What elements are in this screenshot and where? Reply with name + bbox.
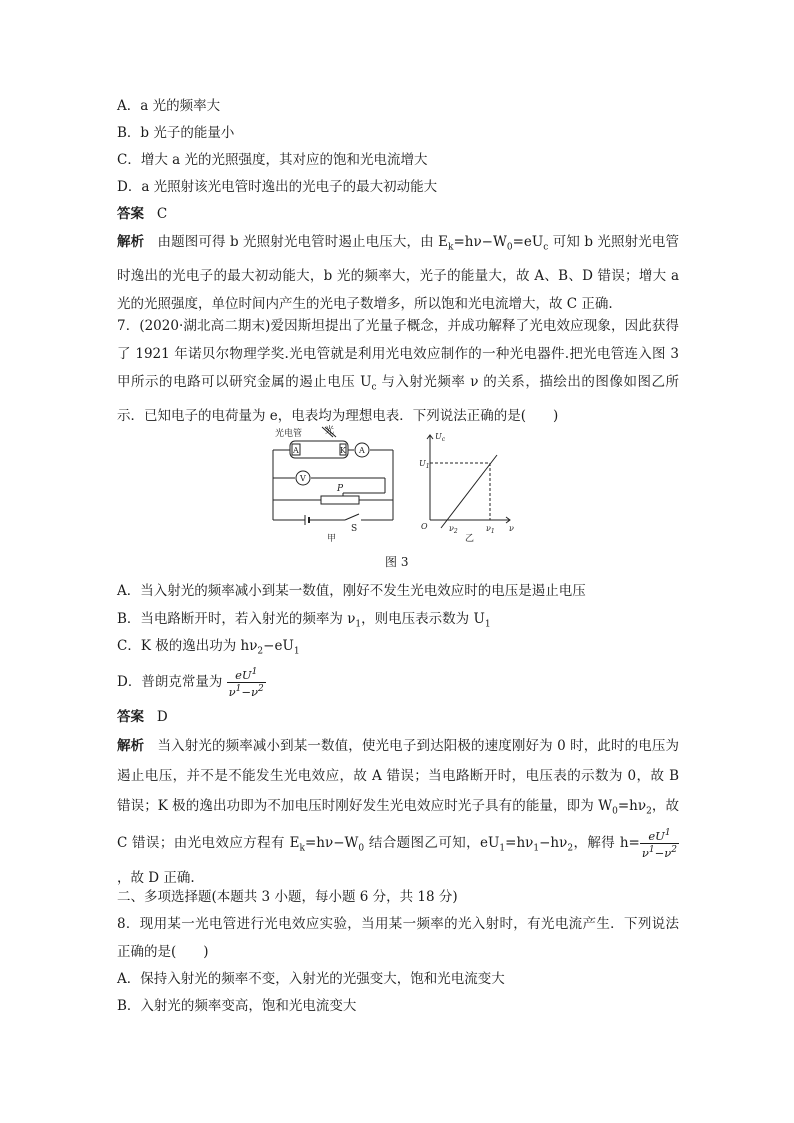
q8-option-b: B．入射光的频率变高，饱和光电流变大 bbox=[117, 998, 357, 1014]
q8-stem: 8．现用某一光电管进行光电效应实验，当用某一频率的光入射时，有光电流产生．下列说法正确的是( ) bbox=[117, 916, 679, 960]
circuit-diagram bbox=[273, 427, 393, 525]
graph-line bbox=[441, 455, 497, 528]
q7-answer: 答案 D bbox=[117, 709, 168, 725]
q7-stem: 7．(2020·湖北高二期末)爱因斯坦提出了光量子概念，并成功解释了光电效应现象，因此获得了 1921 年诺贝尔物理学奖.光电管就是利用光电效应制作的一种光电器件.把光电管连入图 3 甲所示的电路可以研究金属的遏止电压 $U_c$ 与入射光频率 ν 的关系，描绘出的图像如图乙所示．已知电子的电荷量为 e，电表均为理想电表．下列说法正确的是( ) bbox=[117, 318, 679, 424]
q6-answer bbox=[117, 204, 167, 224]
rheostat bbox=[321, 496, 359, 504]
switch-label: S bbox=[351, 524, 358, 534]
figure-caption: 图 3 bbox=[385, 555, 409, 569]
q7-analysis: 解析 当入射光的频率减小到某一数值，使光电子到达阳极的速度刚好为 0 时，此时的电压为遏止电压，并不是不能发生光电效应，故 A 错误；当电路断开时，电压表的示数为 0，故 B 错误；K 极的逸出功即为不加电压时刚好发生光电效应时光子具有的能量，即为 $W_0=h\nu_2$，故 C 错误；由光电效应方程有 $E_k=h\nu-W_0$ 结合题图乙可知，$eU_1=h\nu_1-h\nu_2$，解得 h= $\frac{eU^1}{\nu^1-\nu^2}$ ，故 D 正确. bbox=[117, 738, 680, 887]
section-2-heading: 二、多项选择题(本题共 3 小题，每小题 6 分，共 18 分) bbox=[117, 889, 458, 905]
x-tick-nu1: $\nu_1$ bbox=[486, 524, 495, 535]
answer-value: C bbox=[156, 206, 168, 222]
x-tick-nu2: $\nu_2$ bbox=[449, 524, 458, 535]
q6-option-b: B．b 光子的能量小 bbox=[117, 125, 235, 141]
voltmeter-label: V bbox=[300, 474, 306, 483]
slider-label: P bbox=[337, 484, 344, 494]
q7-option-a: A．当入射光的频率减小到某一数值，刚好不发生光电效应时的电压是遏止电压 bbox=[117, 583, 586, 599]
x-axis-label: ν bbox=[509, 524, 514, 533]
origin-label: O bbox=[421, 522, 428, 531]
q6-option-c: C．增大 a 光的光照强度，其对应的饱和光电流增大 bbox=[117, 152, 428, 168]
analysis-label: 解析 bbox=[117, 234, 145, 250]
tube-label: 光电管 bbox=[275, 429, 303, 439]
anode-label: A bbox=[293, 446, 299, 455]
analysis-fraction: $\frac{eU^1}{\nu^1-\nu^2}$ bbox=[641, 827, 677, 860]
q7-option-d: D．普朗克常量为 $\frac{eU^1}{\nu^1-\nu^2}$ bbox=[117, 667, 264, 699]
graph bbox=[427, 435, 510, 528]
right-caption: 乙 bbox=[465, 534, 475, 544]
ammeter-label: A bbox=[359, 446, 365, 455]
q8-option-a: A．保持入射光的频率不变，入射光的光强变大，饱和光电流变大 bbox=[117, 971, 505, 987]
q6-option-d: D．a 光照射该光电管时逸出的光电子的最大初动能大 bbox=[117, 179, 438, 195]
y-axis-label: $U_c$ bbox=[435, 432, 446, 443]
y-tick-u1: $U_1$ bbox=[419, 459, 430, 470]
figure-3 bbox=[265, 425, 525, 545]
light-label: 光 bbox=[325, 426, 335, 436]
q6-analysis: 解析 由题图可得 b 光照射光电管时遏止电压大，由 $E_k=h\nu-W_0=eU_c$ 可知 b 光照射光电管时逸出的光电子的最大初动能大，b 光的频率大，光子的能量大，故 A、B、D 错误；增大 a 光的光照强度，单位时间内产生的光电子数增多，所以饱和光电流增大，故 C 正确. bbox=[117, 234, 680, 312]
cathode-label: K bbox=[340, 446, 346, 455]
q7-option-b: B．当电路断开时，若入射光的频率为 $\nu_1$，则电压表示数为 $U_1$ bbox=[117, 611, 491, 630]
q6-option-a: A．a 光的频率大 bbox=[117, 98, 221, 114]
left-caption: 甲 bbox=[327, 534, 337, 544]
planck-fraction: $\frac{eU^1}{\nu^1-\nu^2}$ bbox=[228, 667, 264, 699]
answer-label: 答案 bbox=[117, 206, 144, 222]
q7-option-c: C．K 极的逸出功为 $h\nu_2-eU_1$ bbox=[117, 638, 300, 657]
